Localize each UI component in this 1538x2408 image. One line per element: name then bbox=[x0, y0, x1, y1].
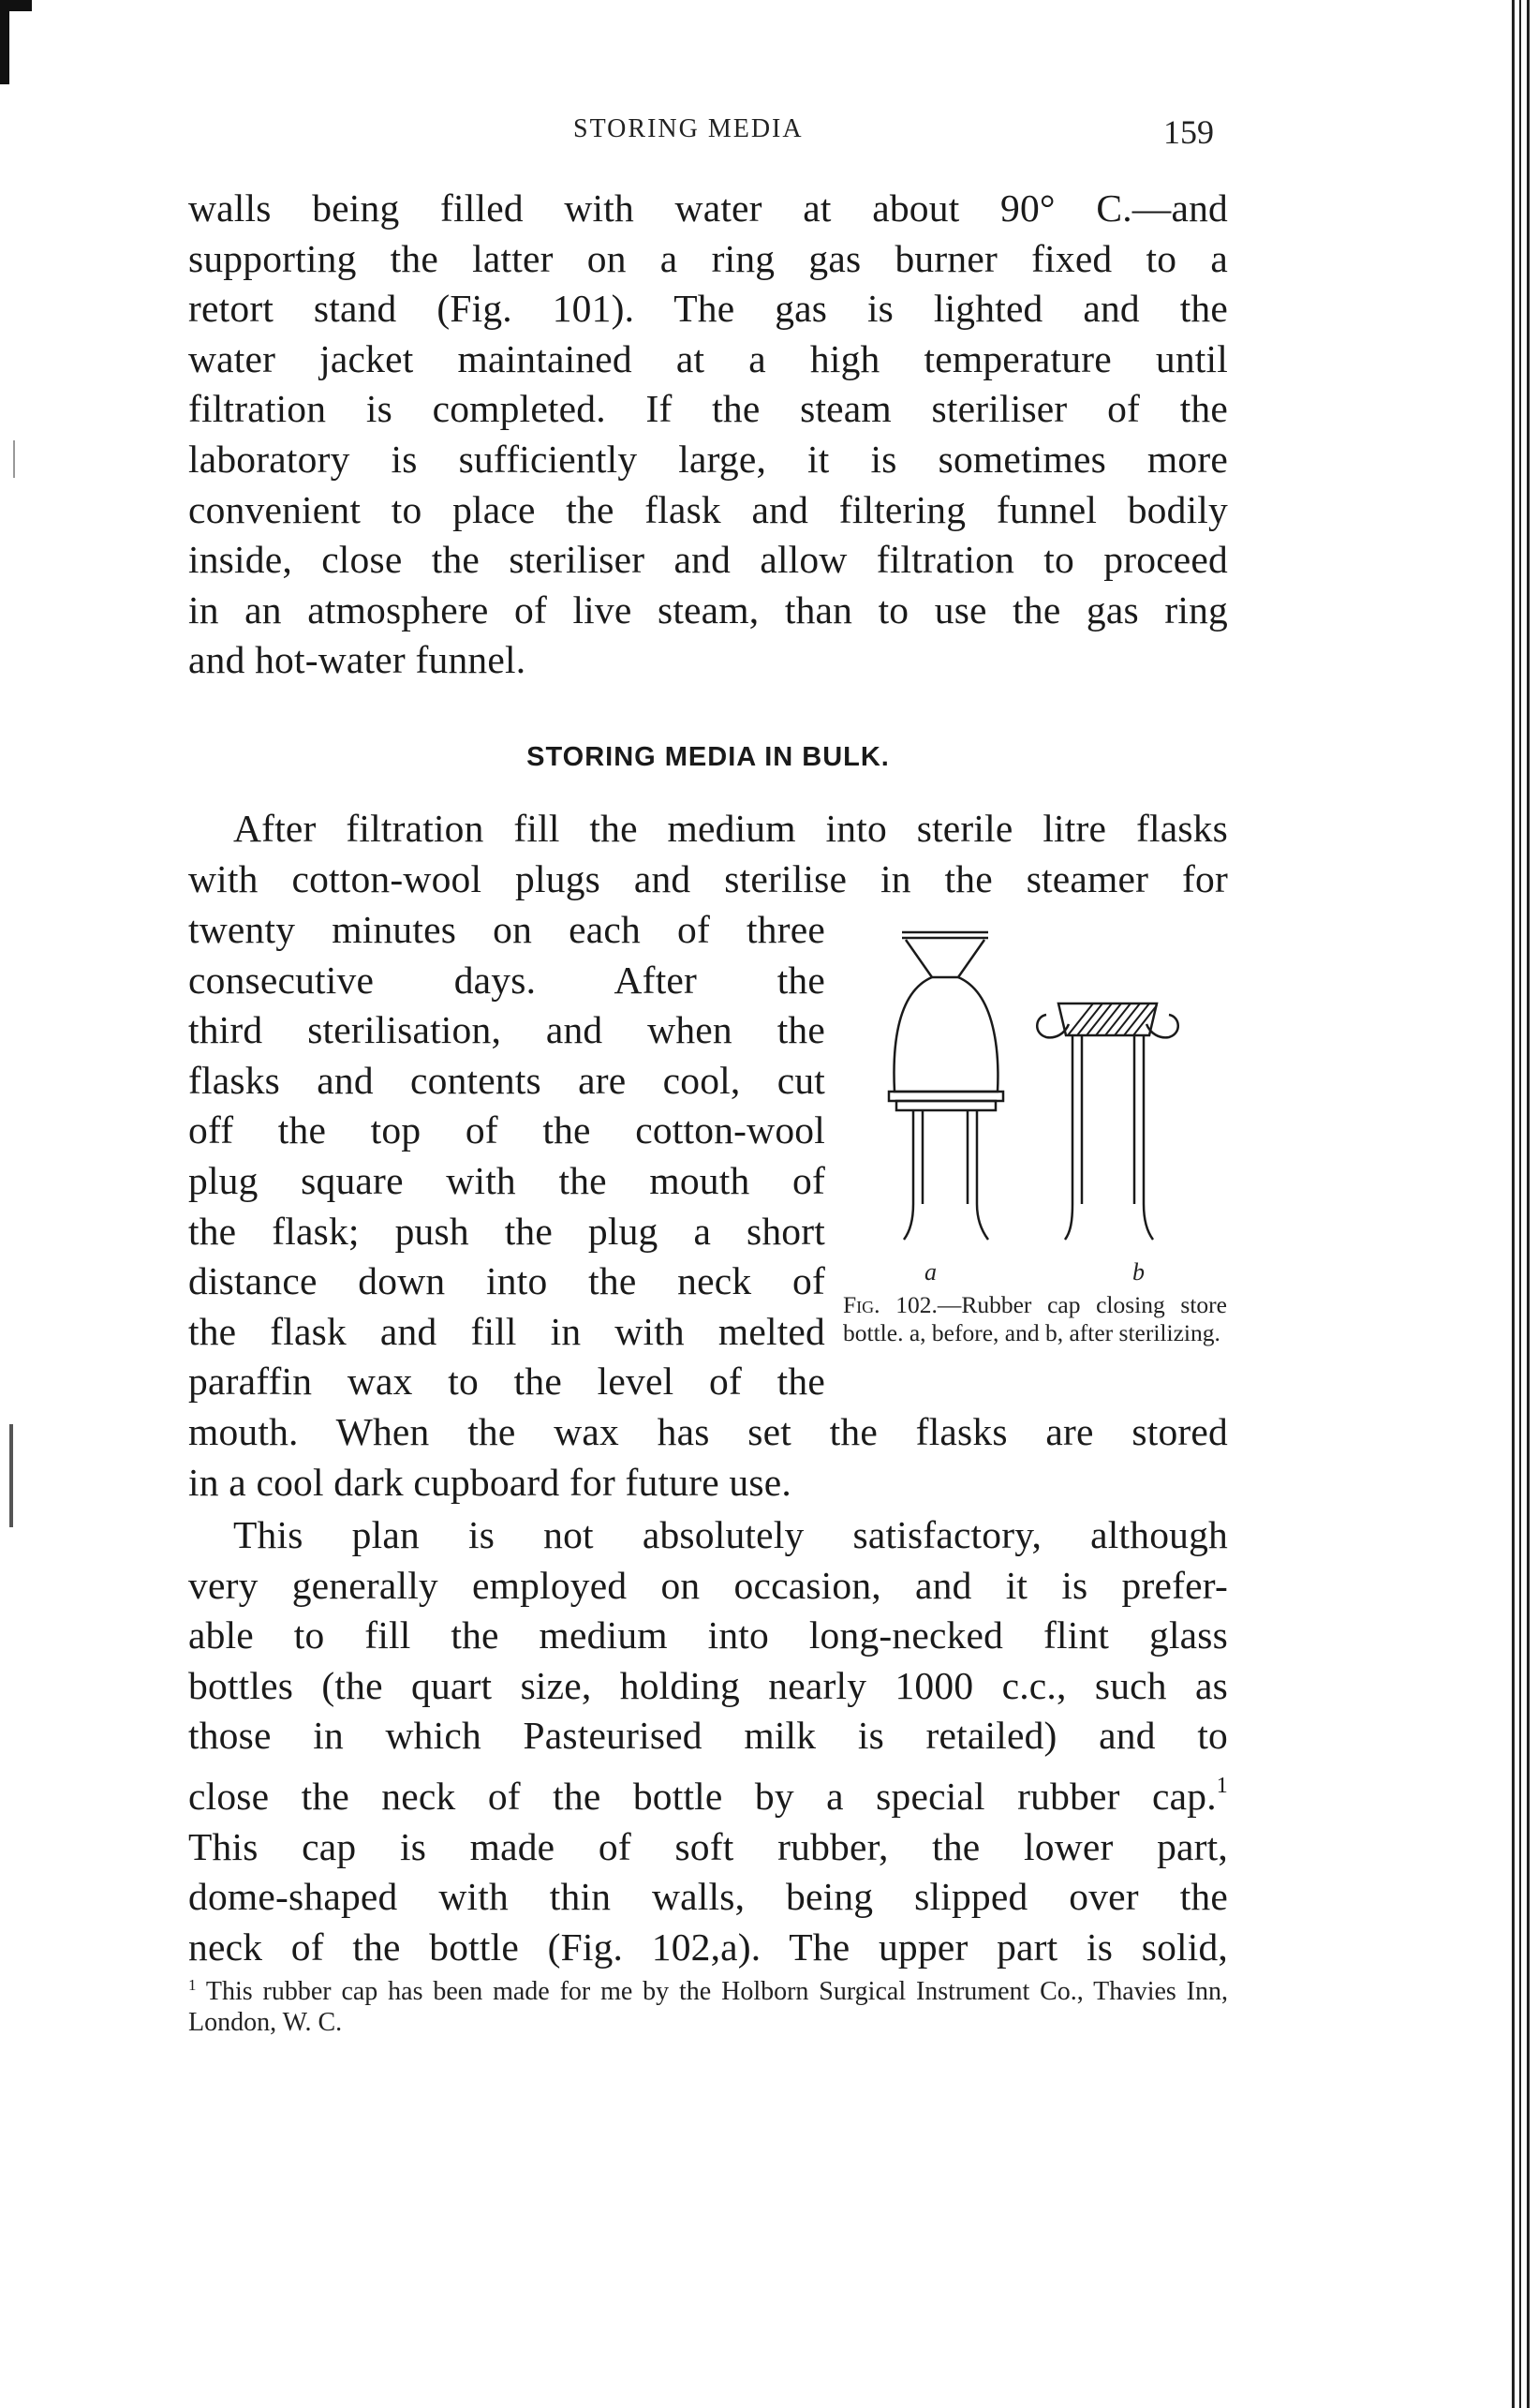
text-line: laboratory is sufficiently large, it is sometimes more bbox=[188, 437, 1228, 481]
text-line: water jacket maintained at a high temperature until bbox=[188, 336, 1228, 380]
text-line: the flask; push the plug a short bbox=[188, 1209, 825, 1253]
paragraph-after-figure bbox=[188, 1407, 1228, 1508]
text-line: After filtration fill the medium into sterile litre flasks bbox=[233, 807, 1228, 850]
text-line: This plan is not absolutely satisfactory, although bbox=[233, 1513, 1228, 1556]
text-line: in a cool dark cupboard for future use. bbox=[188, 1460, 791, 1504]
text-line: convenient to place the flask and filtering funnel bodily bbox=[188, 487, 1228, 531]
text-line: paraffin wax to the level of the bbox=[188, 1360, 825, 1404]
text-line: off the top of the cotton-wool bbox=[188, 1108, 825, 1152]
text-line: neck of the bottle (Fig. 102,a). The upper part is solid, bbox=[188, 1925, 1228, 1969]
caption-fig-label: Fig. bbox=[843, 1291, 880, 1318]
text-line-content: close the neck of the bottle by a special rubber cap. bbox=[188, 1774, 1217, 1818]
paragraph-rubber-cap bbox=[188, 1510, 1228, 1972]
text-line: supporting the latter on a ring gas burner fixed to a bbox=[188, 236, 1228, 280]
footnote-text: This rubber cap has been made for me by the Holborn Surgical Instrument Co., Thavies Inn, London, W. C. bbox=[188, 1977, 1228, 2037]
text-line: bottles (the quart size, holding nearly 1000 c.c., such as bbox=[188, 1663, 1228, 1707]
text-line: filtration is completed. If the steam steriliser of the bbox=[188, 387, 1228, 431]
figure-caption bbox=[843, 1291, 1227, 1347]
page-number: 159 bbox=[1163, 113, 1214, 151]
text-line: This cap is made of soft rubber, the lower part, bbox=[188, 1824, 1228, 1868]
section-heading: STORING MEDIA IN BULK. bbox=[526, 742, 890, 772]
footnote-mark: 1 bbox=[188, 1976, 197, 1994]
page-edge-rule bbox=[1527, 0, 1530, 2408]
page-edge-rule bbox=[1512, 0, 1515, 2408]
footnote bbox=[188, 1970, 1228, 2038]
text-line-with-footnote bbox=[188, 1761, 1228, 1822]
text-line: the flask and fill in with melted bbox=[188, 1309, 825, 1353]
figure-label-b: b bbox=[1132, 1258, 1145, 1286]
scan-corner-mark-vertical bbox=[0, 0, 9, 84]
figure-illustration bbox=[848, 923, 1241, 1298]
text-line: walls being filled with water at about 90° C.—and bbox=[188, 186, 1228, 230]
text-line: consecutive days. After the bbox=[188, 958, 825, 1002]
running-head: STORING MEDIA bbox=[573, 114, 804, 143]
text-line: mouth. When the wax has set the flasks are stored bbox=[188, 1410, 1228, 1453]
text-line: with cotton-wool plugs and sterilise in the steamer for bbox=[188, 856, 1228, 900]
caption-text: 102.—Rubber cap closing store bottle. a, before, and b, after sterilizing. bbox=[843, 1291, 1227, 1346]
text-line: plug square with the mouth of bbox=[188, 1158, 825, 1202]
figure-label-a: a bbox=[924, 1258, 937, 1286]
text-line: distance down into the neck of bbox=[188, 1259, 825, 1303]
text-line: flasks and contents are cool, cut bbox=[188, 1058, 825, 1102]
text-line: and hot-water funnel. bbox=[188, 638, 526, 682]
text-line: retort stand (Fig. 101). The gas is lighted and the bbox=[188, 287, 1228, 331]
text-line: very generally employed on occasion, and it is prefer- bbox=[188, 1563, 1228, 1607]
text-line: in an atmosphere of live steam, than to use the gas ring bbox=[188, 587, 1228, 632]
text-line: those in which Pasteurised milk is retailed) and to bbox=[188, 1714, 1228, 1758]
scan-speck bbox=[13, 440, 15, 478]
paragraph-storing-bulk bbox=[188, 804, 1228, 904]
text-line: inside, close the steriliser and allow filtration to proceed bbox=[188, 538, 1228, 582]
paragraph-wrapped-text bbox=[188, 905, 825, 1407]
scan-speck bbox=[9, 1424, 13, 1527]
page-edge-rule bbox=[1519, 0, 1521, 2408]
paragraph-continuation bbox=[188, 184, 1228, 686]
text-line: able to fill the medium into long-necked flint glass bbox=[188, 1613, 1228, 1657]
text-line: third sterilisation, and when the bbox=[188, 1008, 825, 1052]
text-line: twenty minutes on each of three bbox=[188, 908, 825, 951]
text-line: dome-shaped with thin walls, being slipped over the bbox=[188, 1875, 1228, 1919]
footnote-reference[interactable]: 1 bbox=[1216, 1773, 1228, 1798]
